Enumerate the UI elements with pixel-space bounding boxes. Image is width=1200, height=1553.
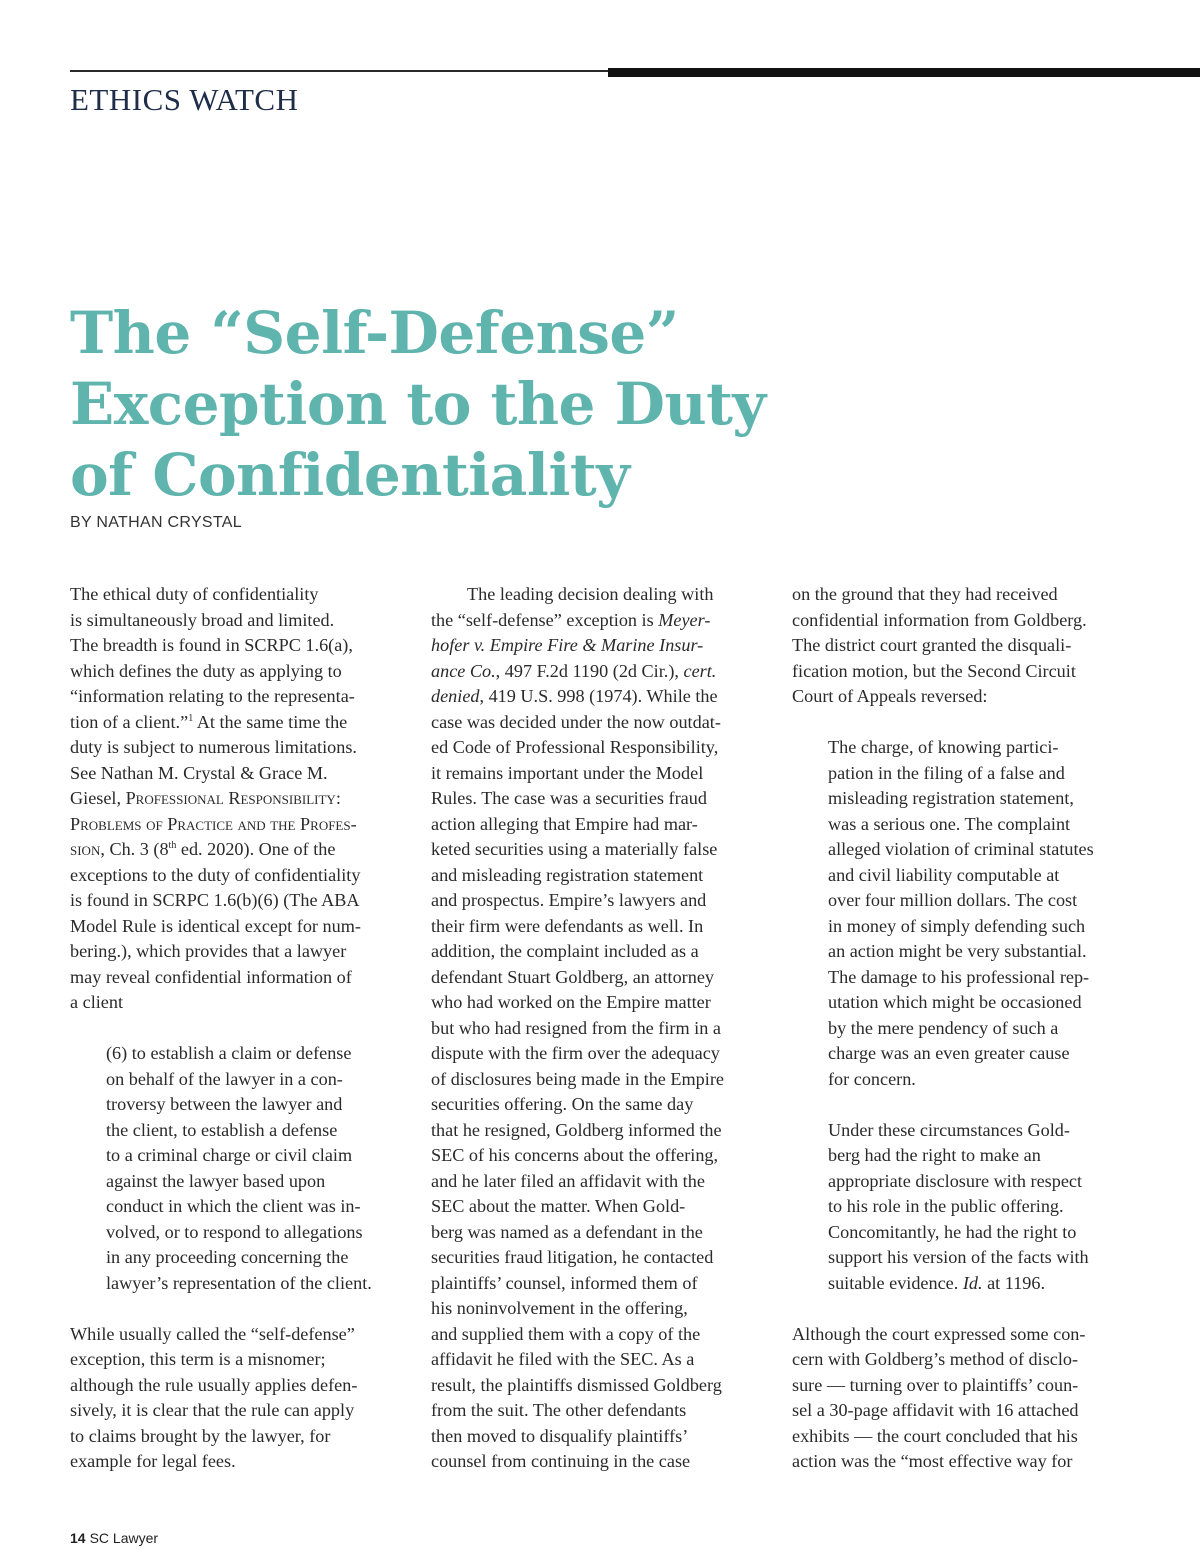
text-column-3 <box>792 582 1137 1475</box>
article-title <box>70 298 770 511</box>
quote-line: Under these circumstances Gold- <box>828 1119 1070 1140</box>
text-line: sel a 30-page affidavit with 16 attached <box>792 1400 1079 1420</box>
text-line: exceptions to the duty of confidentiality <box>70 864 361 885</box>
text-line: to claims brought by the lawyer, for <box>70 1425 331 1446</box>
text-line: is simultaneously broad and limited. <box>70 609 335 630</box>
text-line: Model Rule is identical except for num- <box>70 915 361 936</box>
quote-line: appropriate disclosure with respect <box>828 1170 1083 1191</box>
text-line: which defines the duty as applying to <box>70 660 342 681</box>
text-line: counsel from continuing in the case <box>431 1451 691 1471</box>
text-line: action alleging that Empire had mar- <box>431 813 698 834</box>
quote-line: and civil liability computable at <box>828 864 1060 885</box>
text-line: The leading decision dealing with <box>467 584 714 604</box>
header-rule-thick <box>608 68 1200 77</box>
text-line: sion, Ch. 3 (8th ed. 2020). One of the <box>70 839 336 859</box>
text-line: affidavit he filed with the SEC. As a <box>431 1349 695 1369</box>
header-rule-thin <box>70 70 610 72</box>
text-line: ed Code of Professional Responsibility, <box>431 737 719 757</box>
text-line: securities offering. On the same day <box>431 1094 694 1114</box>
text-line: and misleading registration statement <box>431 864 704 885</box>
quote-line: against the lawyer based upon <box>106 1170 326 1191</box>
quote-line: to a criminal charge or civil claim <box>106 1145 353 1165</box>
text-line: plaintiffs’ counsel, informed them of <box>431 1272 698 1293</box>
text-line: Rules. The case was a securities fraud <box>431 788 707 808</box>
text-line: sure — turning over to plaintiffs’ coun- <box>792 1374 1079 1395</box>
text-line: may reveal confidential information of <box>70 966 352 987</box>
text-line: The district court granted the disquali- <box>792 635 1072 655</box>
text-line: a client <box>70 992 124 1012</box>
text-line: dispute with the firm over the adequacy <box>431 1043 720 1063</box>
text-line: example for legal fees. <box>70 1451 236 1471</box>
quote-line: pation in the filing of a false and <box>828 762 1065 783</box>
text-line: See Nathan M. Crystal & Grace M. <box>70 762 328 783</box>
text-line: but who had resigned from the firm in a <box>431 1017 721 1038</box>
text-line: on the ground that they had received <box>792 584 1058 604</box>
text-line: Problems of Practice and the Profes- <box>70 813 357 834</box>
text-line: Giesel, Professional Responsibility: <box>70 788 341 808</box>
quote-line: volved, or to respond to allegations <box>106 1221 363 1242</box>
quote-line: The damage to his professional rep- <box>828 966 1090 987</box>
text-line: cern with Goldberg’s method of disclo- <box>792 1349 1079 1369</box>
text-line: it remains important under the Model <box>431 762 704 783</box>
text-line: his noninvolvement in the offering, <box>431 1298 688 1318</box>
text-line: confidential information from Goldberg. <box>792 609 1087 630</box>
text-line: ance Co., 497 F.2d 1190 (2d Cir.), cert. <box>431 660 717 681</box>
text-line: keted securities using a materially false <box>431 839 718 859</box>
text-line: denied, 419 U.S. 998 (1974). While the <box>431 686 718 706</box>
quote-line: in any proceeding concerning the <box>106 1247 349 1267</box>
text-line: of disclosures being made in the Empire <box>431 1068 724 1089</box>
text-column-2 <box>431 582 776 1475</box>
quote-line: suitable evidence. Id. at 1196. <box>828 1272 1046 1293</box>
text-line: “information relating to the representa- <box>70 686 355 706</box>
quote-line: (6) to establish a claim or defense <box>106 1043 352 1063</box>
text-line: Court of Appeals reversed: <box>792 686 988 706</box>
text-line: although the rule usually applies defen- <box>70 1374 358 1395</box>
block-quote <box>70 1041 415 1296</box>
text-line: who had worked on the Empire matter <box>431 992 711 1012</box>
text-line: duty is subject to numerous limitations. <box>70 737 357 757</box>
publication-name: SC Lawyer <box>89 1530 159 1546</box>
text-line: The ethical duty of confidentiality <box>70 584 319 604</box>
text-line: from the suit. The other defendants <box>431 1400 687 1420</box>
block-quote <box>792 735 1137 1296</box>
text-line: and he later filed an affidavit with the <box>431 1170 705 1191</box>
section-label: ETHICS WATCH <box>70 82 299 117</box>
text-line: result, the plaintiffs dismissed Goldberg <box>431 1374 722 1395</box>
text-line: tion of a client.”$^1$ At the same time the <box>70 711 348 732</box>
text-line: berg was named as a defendant in the <box>431 1221 703 1242</box>
text-line: addition, the complaint included as a <box>431 941 699 961</box>
text-line: The breadth is found in SCRPC 1.6(a), <box>70 635 353 655</box>
quote-line: the client, to establish a defense <box>106 1119 338 1140</box>
text-line: securities fraud litigation, he contacted <box>431 1247 714 1267</box>
page-number: 14 <box>70 1530 86 1546</box>
quote-line: on behalf of the lawyer in a con- <box>106 1068 343 1089</box>
text-line: SEC about the matter. When Gold- <box>431 1196 686 1216</box>
byline: BY NATHAN CRYSTAL <box>70 514 242 531</box>
text-line: SEC of his concerns about the offering, <box>431 1145 719 1165</box>
text-line: and supplied them with a copy of the <box>431 1323 701 1344</box>
quote-line: by the mere pendency of such a <box>828 1017 1059 1038</box>
text-line: case was decided under the now outdat- <box>431 711 721 732</box>
text-line: Although the court expressed some con- <box>792 1323 1086 1344</box>
page-footer <box>70 1530 158 1546</box>
quote-line: support his version of the facts with <box>828 1247 1089 1267</box>
quote-line: Concomitantly, he had the right to <box>828 1221 1077 1242</box>
quote-line: lawyer’s representation of the client. <box>106 1272 372 1293</box>
text-line: sively, it is clear that the rule can apply <box>70 1400 355 1420</box>
quote-line: to his role in the public offering. <box>828 1196 1064 1216</box>
text-column-1 <box>70 582 415 1475</box>
quote-line: The charge, of knowing partici- <box>828 737 1059 757</box>
text-line: the “self-defense” exception is Meyer- <box>431 609 711 630</box>
text-line: exhibits — the court concluded that his <box>792 1425 1078 1446</box>
text-line: and prospectus. Empire’s lawyers and <box>431 890 707 910</box>
quote-line: in money of simply defending such <box>828 915 1086 936</box>
text-line: exception, this term is a misnomer; <box>70 1349 326 1369</box>
text-line: defendant Stuart Goldberg, an attorney <box>431 966 714 987</box>
text-line: fication motion, but the Second Circuit <box>792 660 1076 681</box>
quote-line: utation which might be occasioned <box>828 992 1082 1012</box>
quote-line: misleading registration statement, <box>828 788 1074 808</box>
title-line: of Confidentiality <box>70 441 630 509</box>
text-line: hofer v. Empire Fire & Marine Insur- <box>431 635 704 655</box>
quote-line: conduct in which the client was in- <box>106 1196 361 1216</box>
text-line: While usually called the “self-defense” <box>70 1323 355 1344</box>
text-line: then moved to disqualify plaintiffs’ <box>431 1425 689 1446</box>
quote-line: charge was an even greater cause <box>828 1043 1070 1063</box>
quote-line: an action might be very substantial. <box>828 941 1087 961</box>
text-line: their firm were defendants as well. In <box>431 915 704 936</box>
quote-line: alleged violation of criminal statutes <box>828 839 1094 859</box>
quote-line: for concern. <box>828 1068 916 1089</box>
text-line: that he resigned, Goldberg informed the <box>431 1119 722 1140</box>
quote-line: was a serious one. The complaint <box>828 813 1071 834</box>
text-line: is found in SCRPC 1.6(b)(6) (The ABA <box>70 890 360 910</box>
text-line: action was the “most effective way for <box>792 1451 1073 1471</box>
footnote-ref: 1 <box>188 712 194 724</box>
quote-line: over four million dollars. The cost <box>828 890 1078 910</box>
quote-line: berg had the right to make an <box>828 1145 1041 1165</box>
text-line: bering.), which provides that a lawyer <box>70 941 347 961</box>
title-line: The “Self-Defense” <box>70 299 679 367</box>
quote-line: troversy between the lawyer and <box>106 1094 343 1114</box>
title-line: Exception to the Duty <box>70 370 766 438</box>
